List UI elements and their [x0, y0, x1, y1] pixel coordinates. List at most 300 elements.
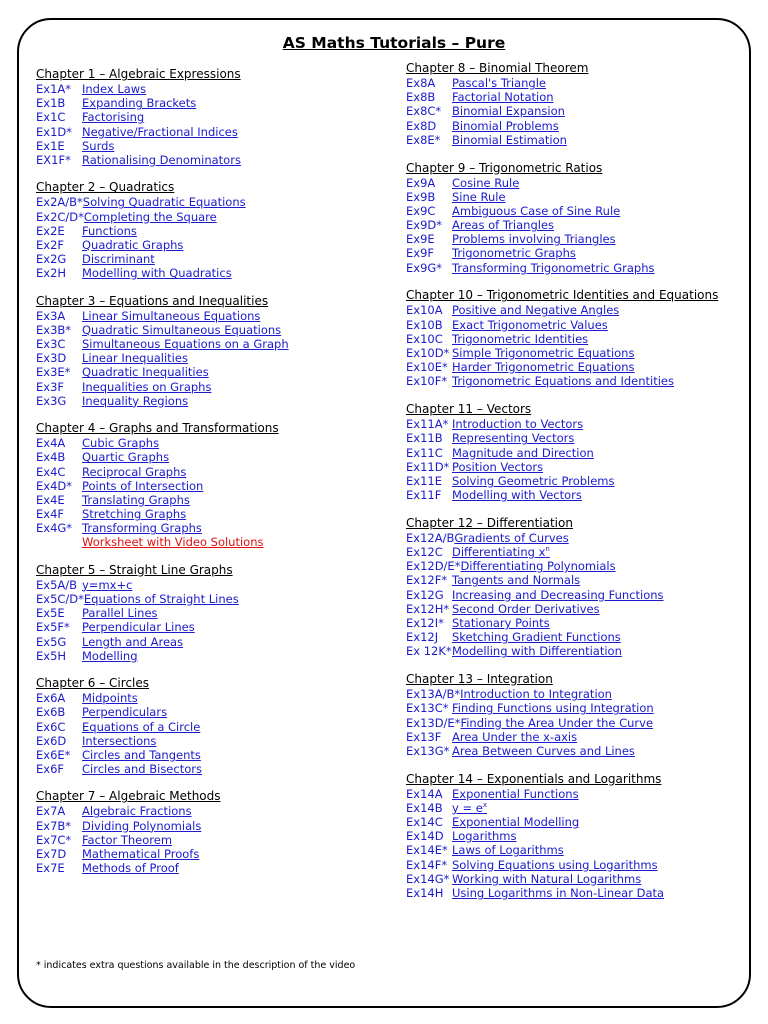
exercise-link[interactable]: [406, 204, 761, 218]
exercise-code: Ex11E: [406, 473, 442, 488]
exercise-title: Translating Graphs: [82, 492, 190, 507]
exercise-link[interactable]: [36, 436, 391, 450]
exercise-title: Length and Areas: [82, 634, 184, 649]
exercise-code: Ex6D: [36, 733, 67, 748]
chapter-heading: Chapter 7 – Algebraic Methods: [36, 789, 221, 804]
exercise-title: Expanding Brackets: [82, 96, 197, 111]
exercise-code: Ex9E: [406, 232, 435, 247]
exercise-title: Simple Trigonometric Equations: [452, 346, 635, 360]
exercise-link[interactable]: [406, 232, 761, 246]
exercise-link[interactable]: [36, 465, 391, 479]
chapter-section: [406, 287, 761, 388]
exercise-link[interactable]: [406, 730, 761, 744]
exercise-title: Circles and Tangents: [82, 747, 201, 762]
exercise-title: Factorising: [82, 110, 145, 125]
exercise-link[interactable]: [406, 644, 761, 658]
exercise-code: Ex3C: [36, 337, 66, 351]
exercise-title: Perpendicular Lines: [82, 620, 195, 635]
exercise-code: Ex1D*: [36, 124, 72, 139]
exercise-title: Cosine Rule: [452, 175, 520, 190]
exercise-code: Ex14C: [406, 815, 443, 830]
exercise-code: Ex4E: [36, 492, 65, 507]
exercise-code: Ex14G*: [406, 871, 450, 886]
chapter-heading: Chapter 3 – Equations and Inequalities: [36, 293, 269, 308]
exercise-title: Quadratic Inequalities: [82, 365, 209, 380]
exercise-title: Binomial Estimation: [452, 132, 567, 147]
exercise-link[interactable]: [406, 90, 761, 104]
exercise-title: Cubic Graphs: [82, 436, 160, 451]
exercise-link[interactable]: [36, 819, 391, 833]
exercise-title: Transforming Graphs: [82, 521, 202, 536]
exercise-title: Perpendiculars: [82, 705, 168, 720]
exercise-code: Ex6A: [36, 691, 66, 706]
chapter-section: [406, 771, 761, 901]
exercise-link[interactable]: [406, 76, 761, 90]
chapter-section: [36, 420, 391, 550]
exercise-code: Ex2A/B*: [36, 195, 83, 210]
exercise-link[interactable]: [406, 488, 761, 502]
exercise-link[interactable]: [406, 858, 761, 872]
exercise-code: Ex3D: [36, 351, 67, 366]
exercise-title: Working with Natural Logarithms: [452, 871, 642, 886]
chapter-heading: Chapter 14 – Exponentials and Logarithms: [406, 771, 662, 786]
exercise-title: Areas of Triangles: [452, 218, 555, 233]
exercise-title: Modelling with Differentiation: [452, 644, 622, 659]
exercise-link[interactable]: [406, 474, 761, 488]
exercise-link[interactable]: [36, 139, 391, 153]
exercise-code: Ex9B: [406, 189, 436, 204]
exercise-link[interactable]: [406, 545, 761, 559]
exercise-code: Ex2G: [36, 252, 67, 267]
exercise-title: y=mx+c: [82, 577, 133, 592]
exercise-link[interactable]: [36, 493, 391, 507]
exercise-title: Linear Simultaneous Equations: [82, 308, 261, 323]
exercise-link[interactable]: [406, 360, 761, 374]
exercise-link[interactable]: [406, 176, 761, 190]
exercise-title: Gradients of Curves: [454, 530, 569, 545]
exercise-link[interactable]: [406, 602, 761, 616]
exercise-code: Ex3E*: [36, 365, 71, 380]
page-title: AS Maths Tutorials – Pure: [282, 34, 506, 52]
chapter-heading: Chapter 4 – Graphs and Transformations: [36, 421, 279, 436]
exercise-link[interactable]: [406, 787, 761, 801]
exercise-title: Transforming Trigonometric Graphs: [452, 260, 655, 275]
exercise-title: Simultaneous Equations on a Graph: [82, 337, 289, 351]
exercise-title: Introduction to Vectors: [452, 417, 584, 432]
exercise-title: Modelling: [82, 648, 138, 663]
chapter-heading: Chapter 2 – Quadratics: [36, 180, 175, 195]
exercise-title: Solving Geometric Problems: [452, 473, 615, 488]
exercise-title: Quadratic Graphs: [82, 237, 184, 252]
exercise-link[interactable]: [36, 337, 391, 351]
exercise-title: Rationalising Denominators: [82, 152, 241, 167]
exercise-code: Ex7E: [36, 861, 65, 876]
exercise-code: Ex13C*: [406, 701, 449, 716]
exercise-link[interactable]: [36, 266, 391, 280]
exercise-title: Surds: [82, 138, 115, 153]
exercise-code: Ex11B: [406, 431, 443, 446]
exercise-code: Ex8B: [406, 90, 436, 105]
exercise-title-superscript: n: [545, 545, 550, 554]
exercise-link[interactable]: [406, 119, 761, 133]
exercise-code: Ex2F: [36, 237, 65, 252]
exercise-code: Ex4A: [36, 436, 66, 451]
exercise-title: y = e: [452, 800, 483, 815]
exercise-code: Ex9F: [406, 246, 435, 261]
exercise-code: Ex11F: [406, 488, 442, 503]
chapter-section: [36, 66, 391, 167]
exercise-title: Solving Quadratic Equations: [82, 195, 246, 210]
chapter-heading: Chapter 1 – Algebraic Expressions: [36, 67, 241, 81]
exercise-title: Exact Trigonometric Values: [452, 317, 608, 332]
exercise-link[interactable]: [36, 96, 391, 110]
exercise-link[interactable]: [406, 218, 761, 232]
exercise-link[interactable]: [36, 847, 391, 861]
chapter-section: [36, 675, 391, 776]
exercise-code: Ex2C/D*: [36, 209, 84, 224]
exercise-link[interactable]: [36, 620, 391, 634]
exercise-code: Ex13G*: [406, 743, 450, 758]
exercise-code: Ex10D*: [406, 346, 450, 360]
exercise-link[interactable]: [406, 716, 761, 730]
exercise-link[interactable]: [36, 252, 391, 266]
exercise-title: Mathematical Proofs: [82, 847, 200, 861]
exercise-code: Ex12D/E*: [406, 559, 461, 574]
exercise-code: Ex8D: [406, 118, 437, 133]
chapter-section: [36, 179, 391, 280]
exercise-code: Ex12H*: [406, 601, 450, 616]
exercise-code: Ex14E*: [406, 843, 448, 858]
chapter-section: [406, 60, 761, 147]
exercise-link[interactable]: [406, 872, 761, 886]
exercise-link[interactable]: [36, 720, 391, 734]
exercise-code: Ex10E*: [406, 360, 448, 375]
exercise-code: Ex5F*: [36, 620, 70, 635]
exercise-link[interactable]: [406, 104, 761, 118]
exercise-title: Sine Rule: [452, 189, 506, 204]
exercise-title: Modelling with Quadratics: [82, 266, 232, 281]
chapter-section: [406, 515, 761, 659]
exercise-link[interactable]: [36, 323, 391, 337]
exercise-title: Equations of a Circle: [82, 719, 201, 734]
exercise-code: Ex1B: [36, 96, 66, 111]
exercise-title: Ambiguous Case of Sine Rule: [452, 203, 621, 218]
exercise-title: Solving Equations using Logarithms: [452, 857, 658, 872]
exercise-code: Ex9D*: [406, 218, 442, 233]
exercise-link[interactable]: [36, 479, 391, 493]
exercise-link[interactable]: [36, 309, 391, 323]
exercise-code: Ex10A: [406, 303, 443, 318]
exercise-title: Inequality Regions: [82, 393, 189, 408]
exercise-code: Ex9A: [406, 175, 436, 190]
exercise-link[interactable]: [36, 365, 391, 379]
exercise-code: Ex11D*: [406, 459, 450, 474]
exercise-code: Ex11A*: [406, 417, 449, 432]
exercise-code: Ex 12K*: [406, 644, 452, 659]
exercise-title: Completing the Square: [83, 209, 217, 224]
exercise-title: Pascal's Triangle: [452, 76, 546, 90]
exercise-link[interactable]: [36, 578, 391, 592]
exercise-link[interactable]: [406, 815, 761, 829]
exercise-title: Methods of Proof: [82, 861, 179, 876]
exercise-code: Ex14D: [406, 829, 444, 844]
exercise-code: Ex14A: [406, 786, 443, 801]
chapter-section: [36, 562, 391, 663]
exercise-title: Quadratic Simultaneous Equations: [82, 322, 282, 337]
exercise-code: EX1F*: [36, 152, 71, 167]
exercise-code: Ex4B: [36, 450, 66, 465]
exercise-title: Introduction to Integration: [460, 687, 612, 702]
exercise-title: Equations of Straight Lines: [83, 592, 239, 606]
exercise-code: Ex9C: [406, 203, 436, 218]
chapter-heading: Chapter 13 – Integration: [406, 672, 553, 687]
exercise-code: Ex14H: [406, 886, 444, 900]
exercise-code: Ex8C*: [406, 104, 442, 119]
exercise-code: Ex13A/B*: [406, 687, 461, 702]
exercise-title: Exponential Modelling: [452, 815, 580, 830]
exercise-title: Problems involving Triangles: [452, 232, 616, 247]
exercise-code: Ex4D*: [36, 478, 72, 493]
chapter-heading: Chapter 11 – Vectors: [406, 402, 532, 417]
exercise-title: Area Under the x-axis: [452, 729, 578, 744]
exercise-code: Ex12A/B: [406, 530, 455, 545]
exercise-link[interactable]: [36, 649, 391, 663]
exercise-link[interactable]: [406, 630, 761, 644]
exercise-link[interactable]: [36, 224, 391, 238]
exercise-link[interactable]: [36, 691, 391, 705]
chapter-section: [406, 160, 761, 275]
exercise-title: Stationary Points: [452, 616, 550, 630]
exercise-link[interactable]: [406, 318, 761, 332]
exercise-title: Increasing and Decreasing Functions: [452, 587, 664, 602]
exercise-link[interactable]: [36, 380, 391, 394]
footnote: * indicates extra questions available in the description of the video: [36, 960, 356, 971]
exercise-title: Binomial Expansion: [452, 104, 565, 119]
exercise-title: Dividing Polynomials: [82, 818, 202, 833]
exercise-link[interactable]: [406, 446, 761, 460]
exercise-code: Ex1A*: [36, 82, 72, 96]
exercise-title: Harder Trigonometric Equations: [452, 360, 635, 375]
chapter-heading: Chapter 10 – Trigonometric Identities and Equations: [406, 288, 719, 303]
exercise-title: Magnitude and Direction: [452, 445, 594, 460]
exercise-code: Ex7C*: [36, 832, 72, 847]
exercise-link[interactable]: [406, 573, 761, 587]
exercise-code: Ex12C: [406, 545, 443, 560]
exercise-code: Ex2E: [36, 223, 65, 238]
exercise-link[interactable]: [406, 133, 761, 147]
exercise-link[interactable]: [406, 303, 761, 317]
exercise-title: Inequalities on Graphs: [82, 379, 212, 394]
exercise-title: Negative/Fractional Indices: [82, 124, 238, 139]
chapter-heading: Chapter 9 – Trigonometric Ratios: [406, 160, 603, 175]
exercise-link[interactable]: [406, 559, 761, 573]
exercise-link[interactable]: [406, 829, 761, 843]
exercise-title-superscript: x: [482, 801, 487, 810]
exercise-code: Ex10B: [406, 317, 443, 332]
exercise-code: Ex1C: [36, 110, 66, 125]
exercise-title: Trigonometric Graphs: [452, 246, 576, 261]
exercise-code: Ex11C: [406, 445, 443, 460]
chapter-section: [406, 671, 761, 758]
exercise-link[interactable]: [36, 804, 391, 818]
exercise-code: Ex5H: [36, 648, 67, 663]
exercise-link[interactable]: [406, 531, 761, 545]
exercise-title: Exponential Functions: [452, 786, 579, 801]
exercise-title: Sketching Gradient Functions: [452, 630, 621, 645]
exercise-code: Ex14B: [406, 800, 443, 815]
exercise-code: Ex9G*: [406, 260, 443, 275]
exercise-code: Ex4G*: [36, 521, 73, 536]
exercise-code: Ex4C: [36, 464, 66, 479]
exercise-link[interactable]: [36, 351, 391, 365]
exercise-code: Ex8E*: [406, 132, 441, 147]
exercise-title: Reciprocal Graphs: [82, 464, 187, 479]
exercise-title: Circles and Bisectors: [82, 762, 202, 777]
exercise-link[interactable]: [36, 450, 391, 464]
exercise-title: Intersections: [82, 733, 157, 748]
exercise-link[interactable]: [36, 507, 391, 521]
exercise-title: Second Order Derivatives: [452, 601, 600, 616]
exercise-title: Factorial Notation: [452, 90, 554, 105]
exercise-title: Points of Intersection: [82, 478, 204, 493]
exercise-title: Quartic Graphs: [82, 450, 170, 465]
exercise-code: Ex13F: [406, 729, 442, 744]
exercise-title: Differentiating Polynomials: [460, 559, 616, 574]
exercise-link[interactable]: [36, 762, 391, 776]
exercise-title: Parallel Lines: [82, 606, 158, 621]
exercise-link[interactable]: [36, 125, 391, 139]
exercise-code: Ex6F: [36, 762, 65, 777]
exercise-title: Index Laws: [82, 82, 147, 96]
exercise-link[interactable]: [406, 616, 761, 630]
exercise-link[interactable]: [36, 592, 391, 606]
exercise-link[interactable]: [406, 843, 761, 857]
left-column: [36, 66, 391, 875]
exercise-title: Logarithms: [452, 829, 517, 844]
chapter-section: [36, 788, 391, 875]
exercise-link[interactable]: [406, 460, 761, 474]
exercise-code: Ex6E*: [36, 747, 71, 762]
exercise-link[interactable]: [36, 394, 391, 408]
exercise-link[interactable]: [406, 261, 761, 275]
chapter-heading: Chapter 6 – Circles: [36, 676, 150, 691]
exercise-title: Laws of Logarithms: [452, 843, 564, 858]
exercise-link[interactable]: [36, 195, 391, 209]
exercise-link[interactable]: [36, 82, 391, 96]
exercise-code: Ex5G: [36, 634, 67, 649]
exercise-code: Ex5A/B: [36, 577, 78, 592]
exercise-link[interactable]: [406, 346, 761, 360]
exercise-code: Ex3F: [36, 379, 65, 394]
exercise-title: Area Between Curves and Lines: [452, 743, 635, 758]
exercise-code: Ex12F*: [406, 573, 448, 588]
exercise-code: Ex3A: [36, 308, 66, 323]
exercise-code: Ex14F*: [406, 857, 448, 872]
exercise-title: Trigonometric Equations and Identities: [452, 374, 675, 389]
right-column: [406, 60, 761, 900]
exercise-code: Ex6C: [36, 719, 66, 734]
chapter-heading: Chapter 12 – Differentiation: [406, 515, 573, 530]
exercise-link[interactable]: [36, 635, 391, 649]
exercise-title: Tangents and Normals: [452, 573, 581, 588]
exercise-link[interactable]: [36, 153, 391, 167]
exercise-link[interactable]: [36, 521, 391, 535]
exercise-link[interactable]: [406, 588, 761, 602]
exercise-code: Ex1E: [36, 138, 65, 153]
exercise-title: Representing Vectors: [452, 431, 575, 446]
exercise-link[interactable]: [406, 246, 761, 260]
worksheet-link[interactable]: Worksheet with Video Solutions: [82, 535, 264, 550]
exercise-code: Ex5C/D*: [36, 592, 84, 606]
exercise-code: Ex7B*: [36, 818, 72, 833]
exercise-title: Binomial Problems: [452, 118, 559, 133]
chapter-section: [36, 293, 391, 408]
exercise-code: Ex2H: [36, 266, 67, 281]
exercise-link[interactable]: [406, 801, 761, 815]
exercise-link[interactable]: [406, 431, 761, 445]
exercise-link[interactable]: [406, 417, 761, 431]
exercise-title: Using Logarithms in Non-Linear Data: [452, 886, 665, 900]
exercise-title: Position Vectors: [452, 459, 544, 474]
exercise-title: Discriminant: [82, 252, 155, 267]
exercise-code: Ex7D: [36, 847, 67, 861]
exercise-link[interactable]: [406, 332, 761, 346]
exercise-code: Ex10C: [406, 331, 443, 346]
exercise-title: Algebraic Fractions: [82, 804, 192, 819]
exercise-title: Stretching Graphs: [82, 507, 187, 522]
exercise-link[interactable]: [36, 210, 391, 224]
chapter-section: [406, 401, 761, 502]
exercise-code: Ex6B: [36, 705, 66, 720]
exercise-code: Ex7A: [36, 804, 66, 819]
exercise-title: Finding the Area Under the Curve: [460, 715, 654, 730]
exercise-code: Ex3B*: [36, 322, 72, 337]
exercise-link[interactable]: [36, 748, 391, 762]
exercise-link[interactable]: [406, 886, 761, 900]
chapter-heading: Chapter 5 – Straight Line Graphs: [36, 562, 233, 577]
exercise-link[interactable]: [406, 190, 761, 204]
exercise-link[interactable]: [406, 687, 761, 701]
exercise-code: Ex12I*: [406, 616, 444, 630]
exercise-link[interactable]: [406, 374, 761, 388]
exercise-link[interactable]: [36, 734, 391, 748]
exercise-title: Functions: [82, 223, 137, 238]
exercise-title: Differentiating x: [452, 545, 546, 560]
exercise-title: Modelling with Vectors: [452, 488, 582, 503]
exercise-link[interactable]: [36, 606, 391, 620]
exercise-link[interactable]: [406, 701, 761, 715]
exercise-code: Ex12J: [406, 630, 439, 645]
exercise-code: Ex3G: [36, 393, 67, 408]
exercise-link[interactable]: [406, 744, 761, 758]
exercise-title: Factor Theorem: [82, 832, 173, 847]
exercise-title: Midpoints: [82, 691, 138, 706]
exercise-link[interactable]: [36, 861, 391, 875]
chapter-heading: Chapter 8 – Binomial Theorem: [406, 61, 589, 75]
exercise-link[interactable]: [36, 238, 391, 252]
exercise-code: Ex8A: [406, 76, 436, 90]
exercise-code: Ex12G: [406, 587, 444, 602]
exercise-code: Ex4F: [36, 507, 65, 522]
exercise-code: Ex13D/E*: [406, 715, 461, 730]
exercise-title: Finding Functions using Integration: [452, 701, 654, 716]
exercise-title: Positive and Negative Angles: [452, 303, 620, 318]
exercise-link[interactable]: [36, 110, 391, 124]
exercise-code: Ex10F*: [406, 374, 448, 389]
exercise-link[interactable]: [36, 705, 391, 719]
exercise-code: Ex5E: [36, 606, 65, 621]
exercise-link[interactable]: [36, 833, 391, 847]
